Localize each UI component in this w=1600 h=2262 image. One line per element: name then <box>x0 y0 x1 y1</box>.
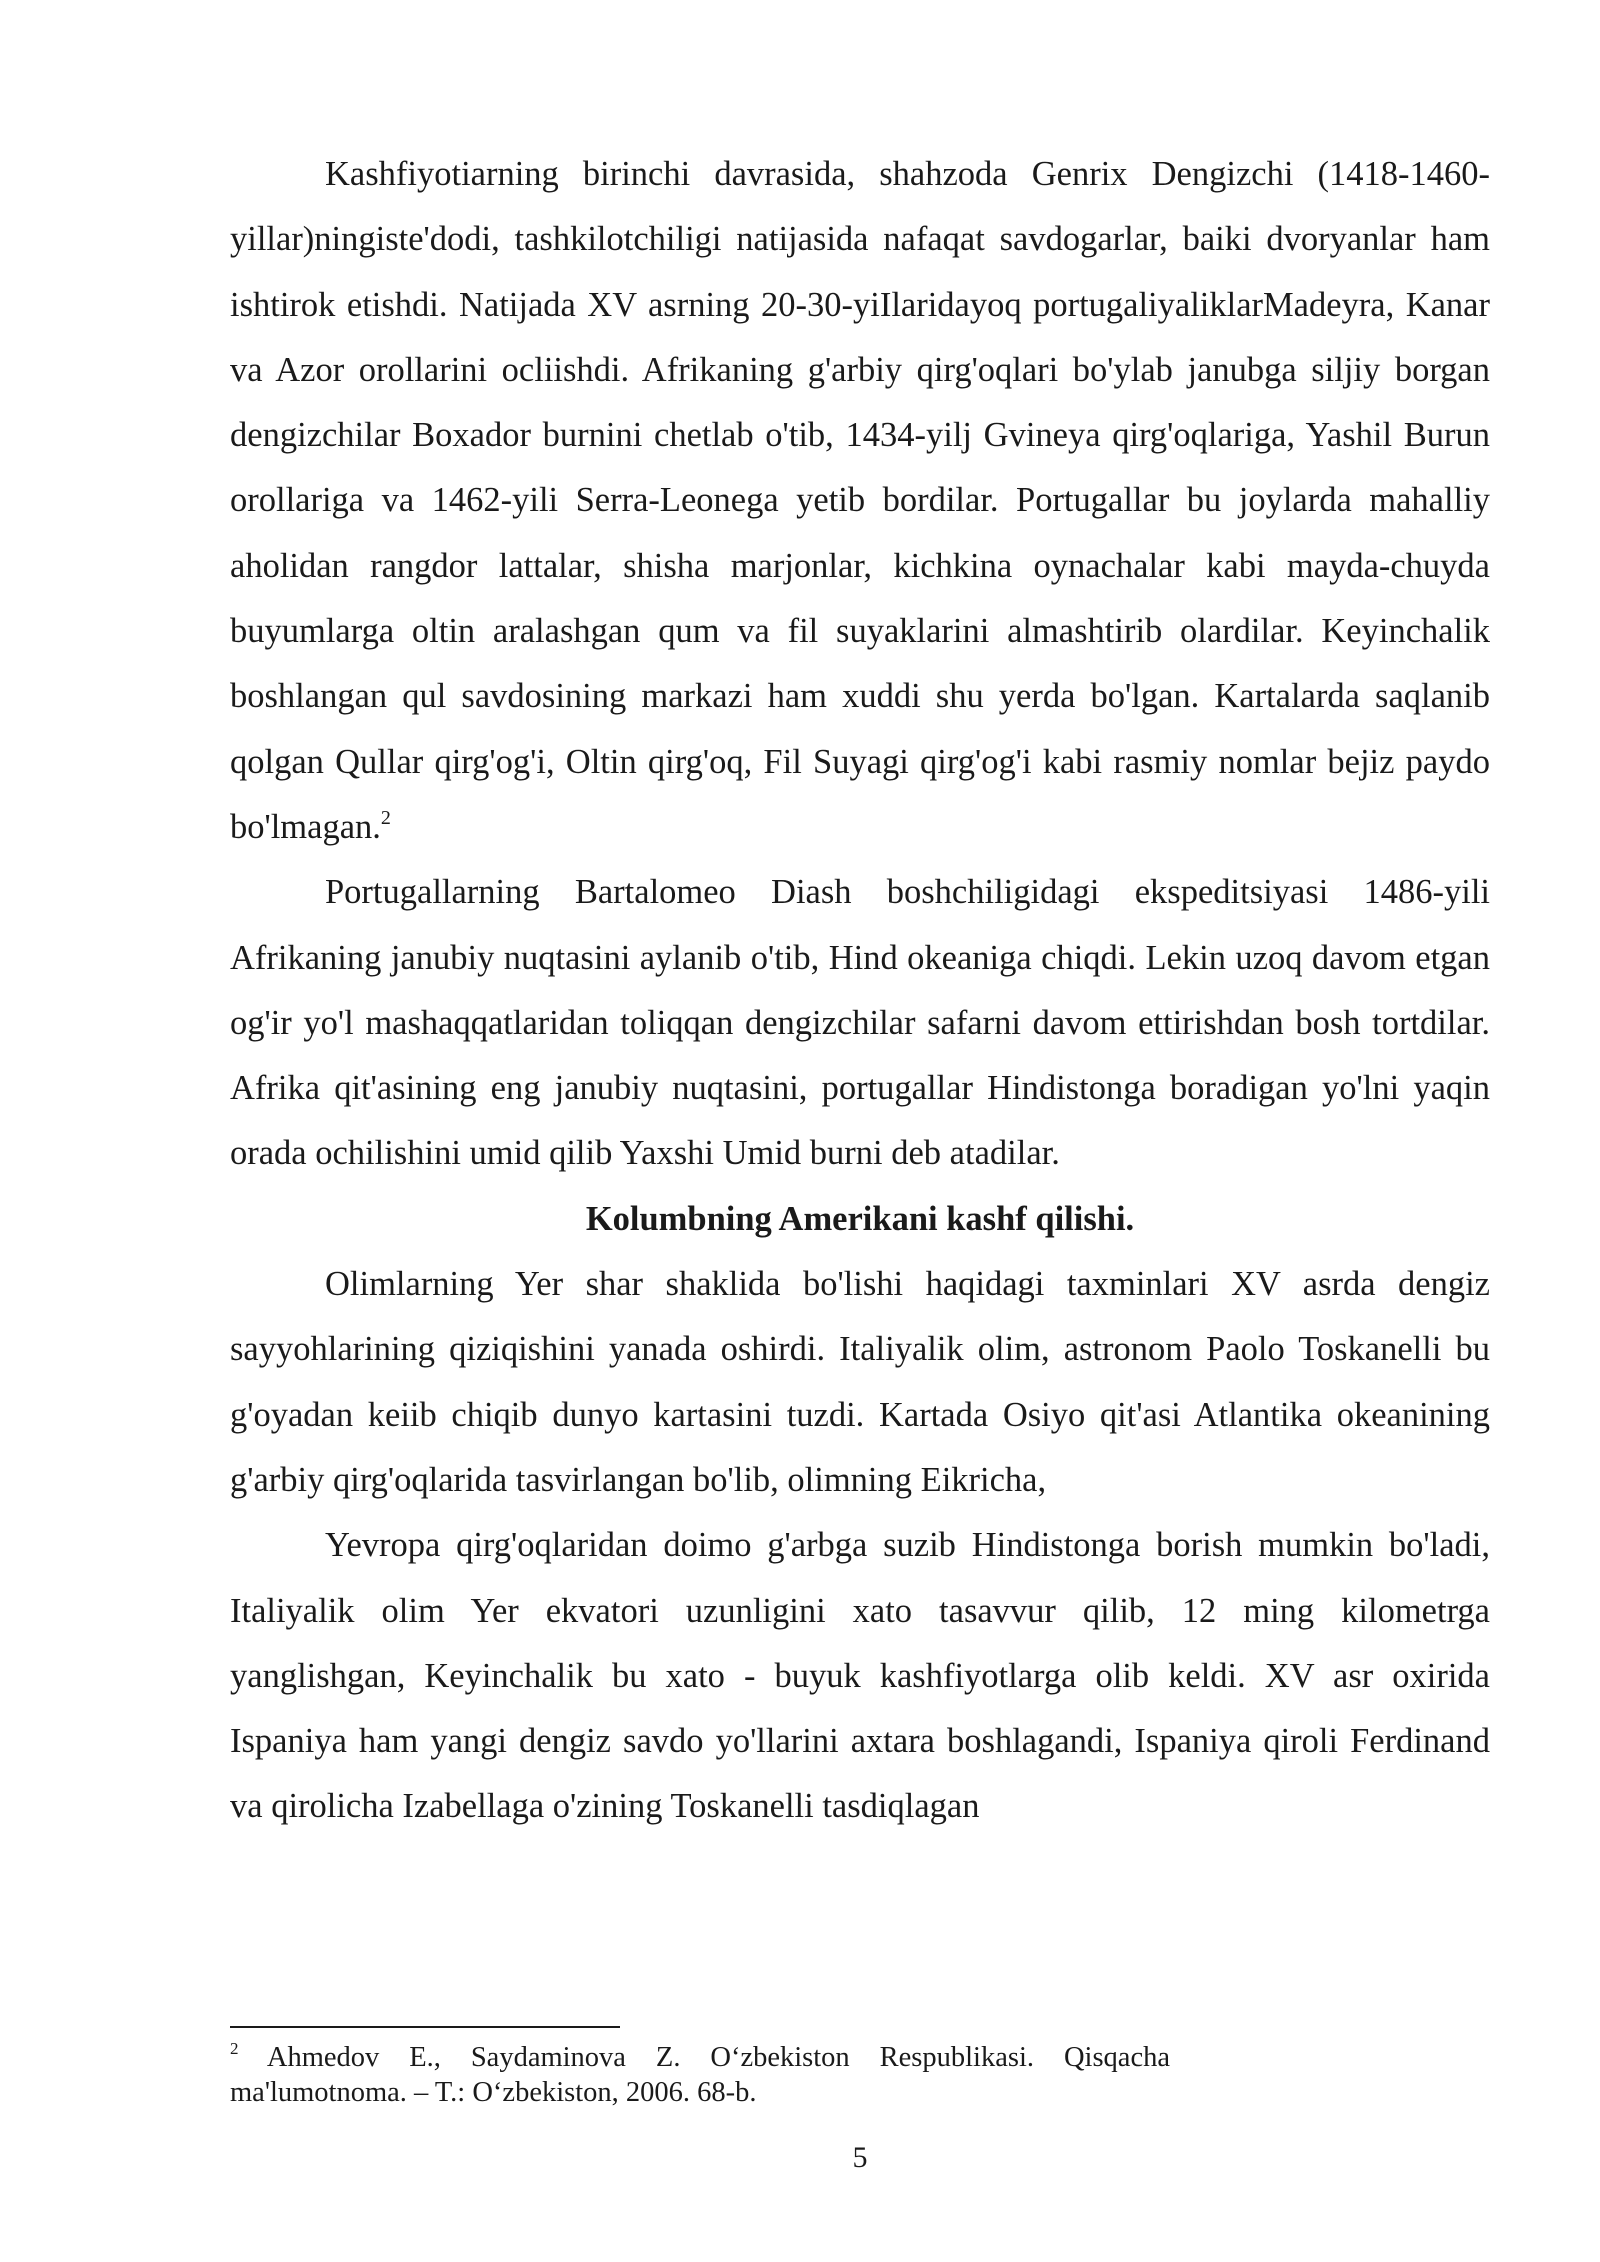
paragraph-1-text: Kashfiyotiarning birinchi davrasida, shahzoda Genrix Dengizchi (1418-1460-yillar)ningiste'dodi, tashkilotchiligi natijasida nafaqat savdogarlar, baiki dvoryanlar ham ishtirok etishdi. Natijada XV asrning 20-30-yiIlaridayoq portugaliyaliklarMadeyra, Kanar va Azor orollarini ocliishdi. Afrikaning g'arbiy qirg'oqlari bo'ylab janubga siljiy borgan dengizchilar Boxador burnini chetlab o'tib, 1434-yilj Gvineya qirg'oqlariga, Yashil Burun orollariga va 1462-yili Serra-Leonega yetib bordilar. Portugallar bu joylarda mahalliy aholidan rangdor lattalar, shisha marjonlar, kichkina oynachalar kabi mayda-chuyda buyumlarga oltin aralashgan qum va fil suyaklarini almashtirib olardilar. Keyinchalik boshlangan qul savdosining markazi ham xuddi shu yerda bo'lgan. Kartalarda saqlanib qolgan Qullar qirg'og'i, Oltin qirg'oq, Fil Suyagi qirg'og'i kabi rasmiy nomlar bejiz paydo bo'lmagan. <box>230 155 1490 846</box>
paragraph-1 <box>230 142 1490 860</box>
footnote-separator <box>230 2026 620 2028</box>
document-body <box>230 142 1490 1840</box>
paragraph-3: Olimlarning Yer shar shaklida bo'lishi haqidagi taxminlari XV asrda dengiz sayyohlarining qiziqishini yanada oshirdi. Italiyalik olim, astronom Paolo Toskanelli bu g'oyadan keiib chiqib dunyo kartasini tuzdi. Kartada Osiyo qit'asi Atlantika okeanining g'arbiy qirg'oqlarida tasvirlangan bo'lib, olimning Eikricha, <box>230 1265 1490 1499</box>
footnote-number: 2 <box>230 2039 239 2058</box>
footnote-reference[interactable]: 2 <box>380 806 391 829</box>
page-number: 5 <box>852 2141 868 2174</box>
paragraph-2: Portugallarning Bartalomeo Diash boshchiligidagi ekspeditsiyasi 1486-yili Afrikaning janubiy nuqtasini aylanib o'tib, Hind okeaniga chiqdi. Lekin uzoq davom etgan og'ir yo'l mashaqqatlaridan toliqqan dengizchilar safarni davom ettirishdan bosh tortdilar. Afrika qit'asining eng janubiy nuqtasini, portugallar Hindistonga boradigan yo'lni yaqin orada ochilishini umid qilib Yaxshi Umid burni deb atadilar. <box>230 873 1490 1173</box>
footnote <box>230 2040 1170 2110</box>
section-heading: Kolumbning Amerikani kashf qilishi. <box>585 1199 1135 1238</box>
paragraph-4: Yevropa qirg'oqlaridan doimo g'arbga suzib Hindistonga borish mumkin bo'ladi, Italiyalik olim Yer ekvatori uzunligini xato tasavvur qilib, 12 ming kilometrga yanglishgan, Keyinchalik bu xato - buyuk kashfiyotlarga olib keldi. XV asr oxirida Ispaniya ham yangi dengiz savdo yo'llarini axtara boshlagandi, Ispaniya qiroli Ferdinand va qirolicha Izabellaga o'zining Toskanelli tasdiqlagan <box>230 1526 1490 1826</box>
footnote-text: Ahmedov E., Saydaminova Z. O‘zbekiston Respublikasi. Qisqacha ma'lumotnoma. – T.: O‘zbekiston, 2006. 68-b. <box>230 2042 1170 2108</box>
